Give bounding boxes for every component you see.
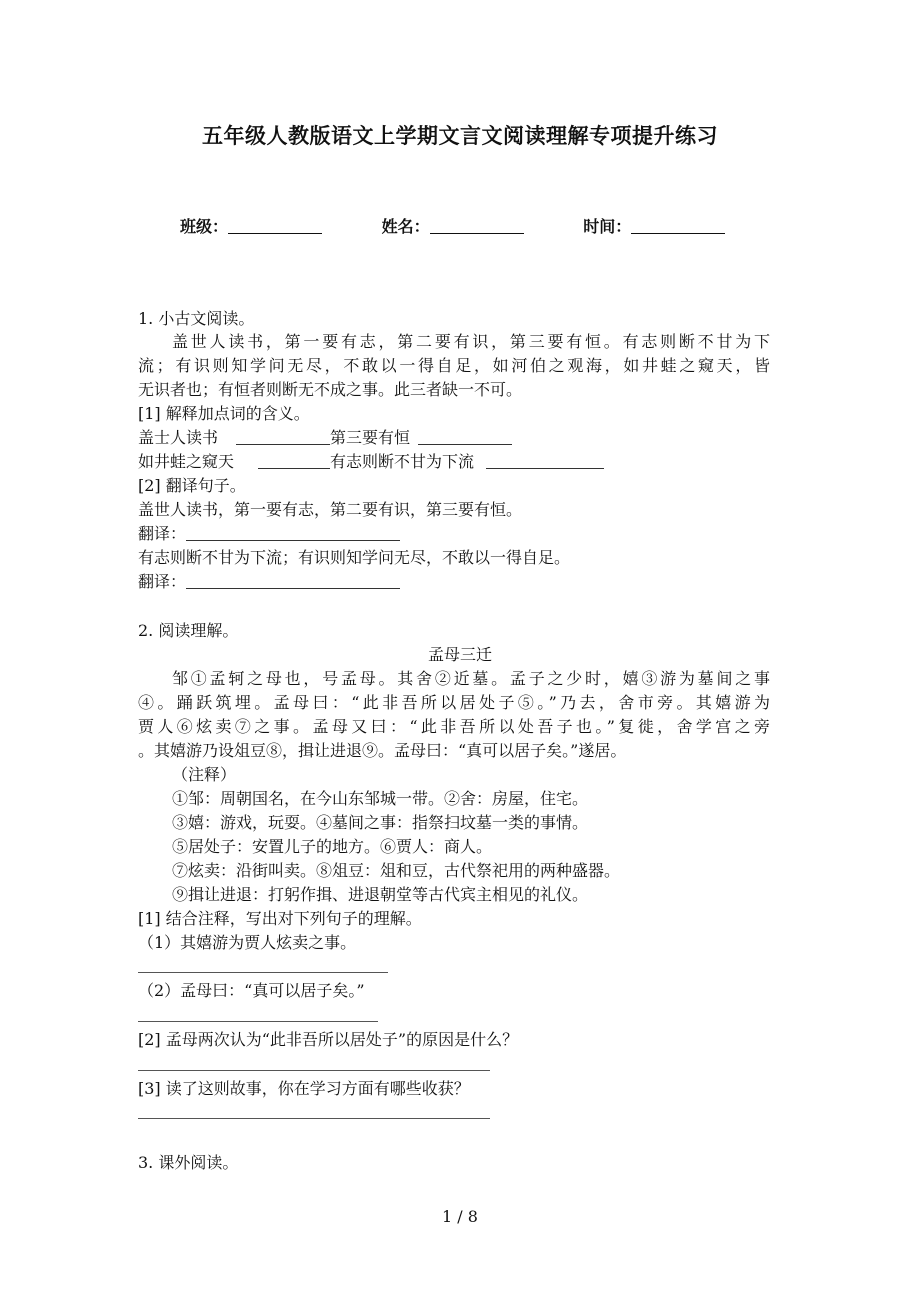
q1-sub2-prompt: [2] 翻译句子。 — [138, 476, 246, 495]
word-item: 如井蛙之窥天 — [138, 452, 235, 471]
q1-passage-line: 盖世人读书，第一要有志，第二要有识，第三要有恒。有志则断不甘为下 — [172, 332, 770, 351]
class-field — [180, 214, 322, 237]
translate-label: 翻译： — [138, 572, 187, 591]
note-line: ⑨揖让进退：打躬作揖、进退朝堂等古代宾主相见的礼仪。 — [172, 885, 589, 904]
student-info-row — [180, 214, 725, 237]
q2-passage-line: ④。踊跃筑埋。孟母曰：“此非吾所以居处子⑤。”乃去，舍市旁。其嬉游为 — [138, 693, 770, 712]
q2-sub3-prompt: [3] 读了这则故事，你在学习方面有哪些收获？ — [138, 1079, 470, 1098]
q2-sub1-prompt: [1] 结合注释，写出对下列句子的理解。 — [138, 909, 422, 928]
q1-passage-line: 流；有识则知学问无尽，不敢以一得自足，如河伯之观海，如井蛙之窥天，皆 — [138, 356, 770, 375]
note-line: ③嬉：游戏，玩耍。④墓间之事：指祭扫坟墓一类的事情。 — [172, 813, 589, 832]
page-number: 1 / 8 — [442, 1207, 478, 1226]
answer-line[interactable] — [138, 972, 388, 973]
note-line: ⑦炫卖：沿街叫卖。⑧俎豆：俎和豆，古代祭祀用的两种盛器。 — [172, 861, 621, 880]
q2-passage-line: 贾人⑥炫卖⑦之事。孟母又曰：“此非吾所以处吾子也。”复徙，舍学宫之旁 — [138, 717, 770, 736]
answer-line[interactable] — [138, 1118, 490, 1119]
q1-word-row-1 — [138, 428, 512, 448]
q3-heading: 3. 课外阅读。 — [138, 1153, 239, 1172]
time-field — [583, 214, 725, 237]
class-label: 班级： — [180, 217, 229, 236]
q2-passage-line: 邹①孟轲之母也，号孟母。其舍②近墓。孟子之少时，嬉③游为墓间之事 — [172, 669, 770, 688]
q1-translate-row-2 — [138, 572, 400, 592]
translate-blank[interactable] — [186, 588, 400, 589]
notes-heading: （注释） — [172, 765, 237, 784]
q1-sub1-prompt: [1] 解释加点词的含义。 — [138, 404, 310, 423]
name-label: 姓名： — [381, 217, 430, 236]
q1-heading: 1. 小古文阅读。 — [138, 309, 255, 328]
answer-line[interactable] — [138, 1021, 378, 1022]
answer-line[interactable] — [138, 1070, 490, 1071]
page-title: 五年级人教版语文上学期文言文阅读理解专项提升练习 — [202, 124, 718, 148]
answer-blank[interactable] — [236, 444, 330, 445]
class-blank[interactable] — [228, 233, 322, 234]
q1-word-row-2 — [138, 452, 604, 472]
time-label: 时间： — [583, 217, 632, 236]
note-line: ⑤居处子：安置儿子的地方。⑥贾人：商人。 — [172, 837, 493, 856]
answer-blank[interactable] — [258, 468, 330, 469]
q1-sentence-1: 盖世人读书，第一要有志，第二要有识，第三要有恒。 — [138, 500, 523, 519]
answer-blank[interactable] — [486, 468, 604, 469]
word-item: 盖士人读书 — [138, 428, 219, 447]
q2-sub2-prompt: [2] 孟母两次认为“此非吾所以居处子”的原因是什么？ — [138, 1030, 519, 1049]
translate-label: 翻译： — [138, 524, 187, 543]
story-title: 孟母三迁 — [427, 645, 492, 664]
q2-heading: 2. 阅读理解。 — [138, 621, 239, 640]
q1-sentence-2: 有志则断不甘为下流；有识则知学问无尽，不敢以一得自足。 — [138, 548, 571, 567]
q1-translate-row-1 — [138, 524, 400, 544]
q1-passage-line: 无识者也；有恒者则断无不成之事。此三者缺一不可。 — [138, 380, 523, 399]
name-blank[interactable] — [430, 233, 524, 234]
note-line: ①邹：周朝国名，在今山东邹城一带。②舍：房屋，住宅。 — [172, 789, 589, 808]
word-item: 第三要有恒 — [330, 428, 411, 447]
translate-blank[interactable] — [186, 540, 400, 541]
word-item: 有志则断不甘为下流 — [330, 452, 475, 471]
q2-passage-line: 。其嬉游乃设俎豆⑧，揖让进退⑨。孟母曰：“真可以居子矣。”遂居。 — [138, 741, 627, 760]
q2-sub1-item-2: （2）孟母曰：“真可以居子矣。” — [138, 981, 365, 1000]
time-blank[interactable] — [631, 233, 725, 234]
q2-sub1-item-1: （1）其嬉游为贾人炫卖之事。 — [138, 933, 357, 952]
answer-blank[interactable] — [418, 444, 512, 445]
name-field — [382, 214, 524, 237]
